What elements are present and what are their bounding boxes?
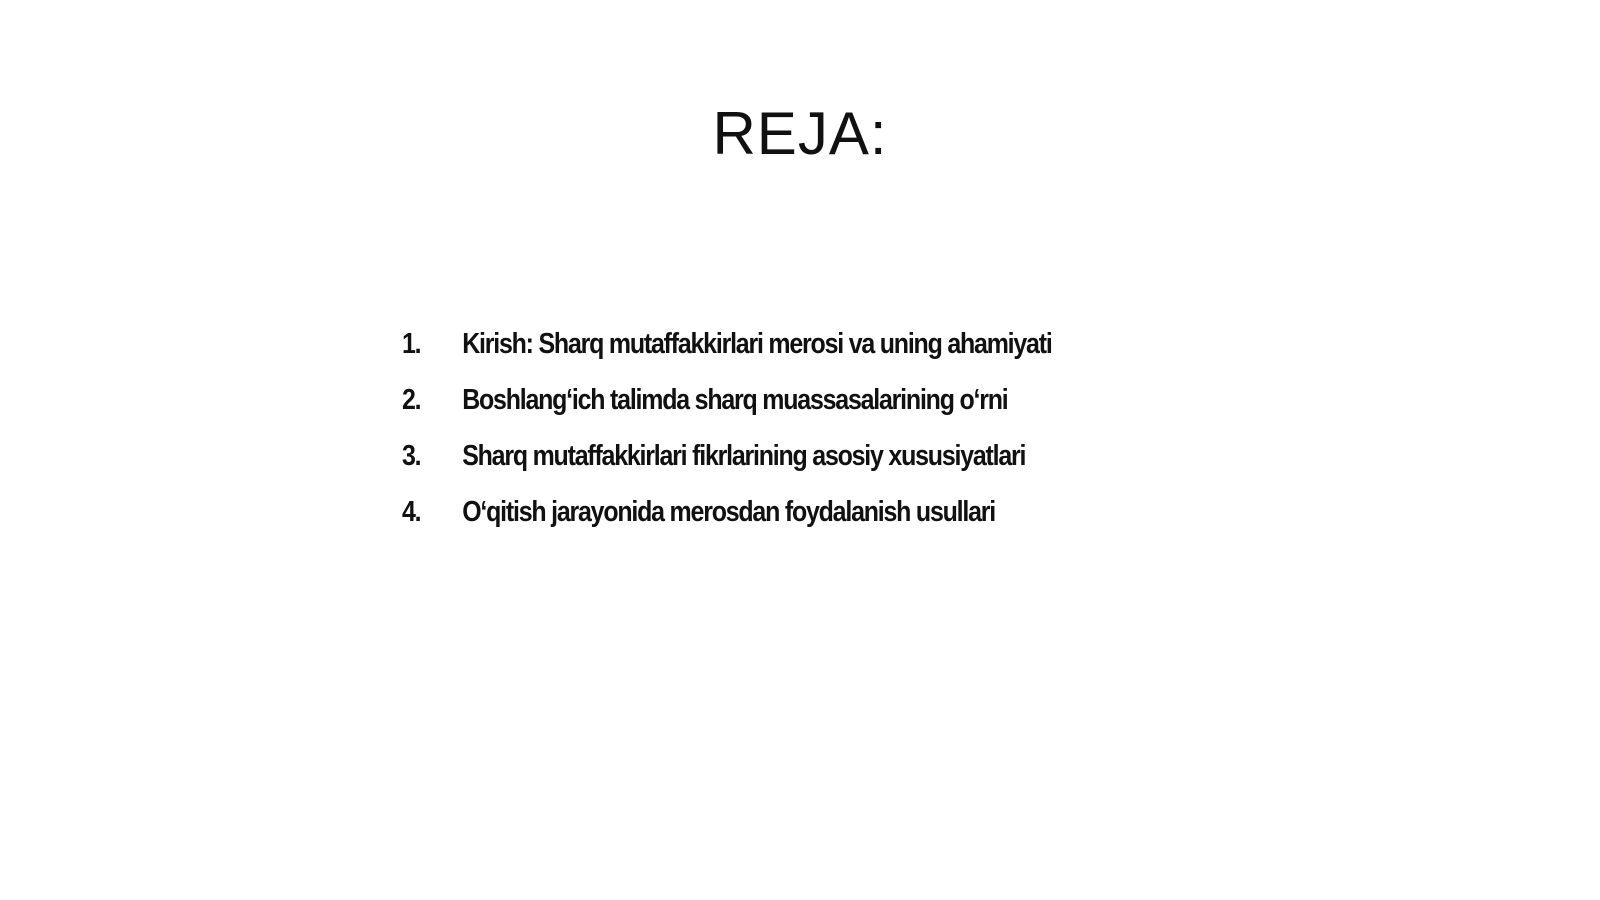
list-item-number: 3. xyxy=(402,440,421,472)
list-item-text: Kirish: Sharq mutaffakkirlari merosi va uning ahamiyati xyxy=(462,328,1052,360)
list-item xyxy=(402,484,1052,540)
plan-list xyxy=(402,316,1157,540)
list-item xyxy=(402,372,1052,428)
list-item-number: 1. xyxy=(402,328,421,360)
list-item xyxy=(402,316,1052,372)
slide-title: REJA: xyxy=(712,100,888,167)
list-item-number: 4. xyxy=(402,496,421,528)
list-item-number: 2. xyxy=(402,384,421,416)
list-item-text: Sharq mutaffakkirlari fikrlarining asosiy xususiyatlari xyxy=(462,440,1026,472)
list-item xyxy=(402,428,1052,484)
list-item-text: Boshlang‘ich talimda sharq muassasalarining o‘rni xyxy=(462,384,1008,416)
list-item-text: O‘qitish jarayonida merosdan foydalanish usullari xyxy=(462,496,995,528)
